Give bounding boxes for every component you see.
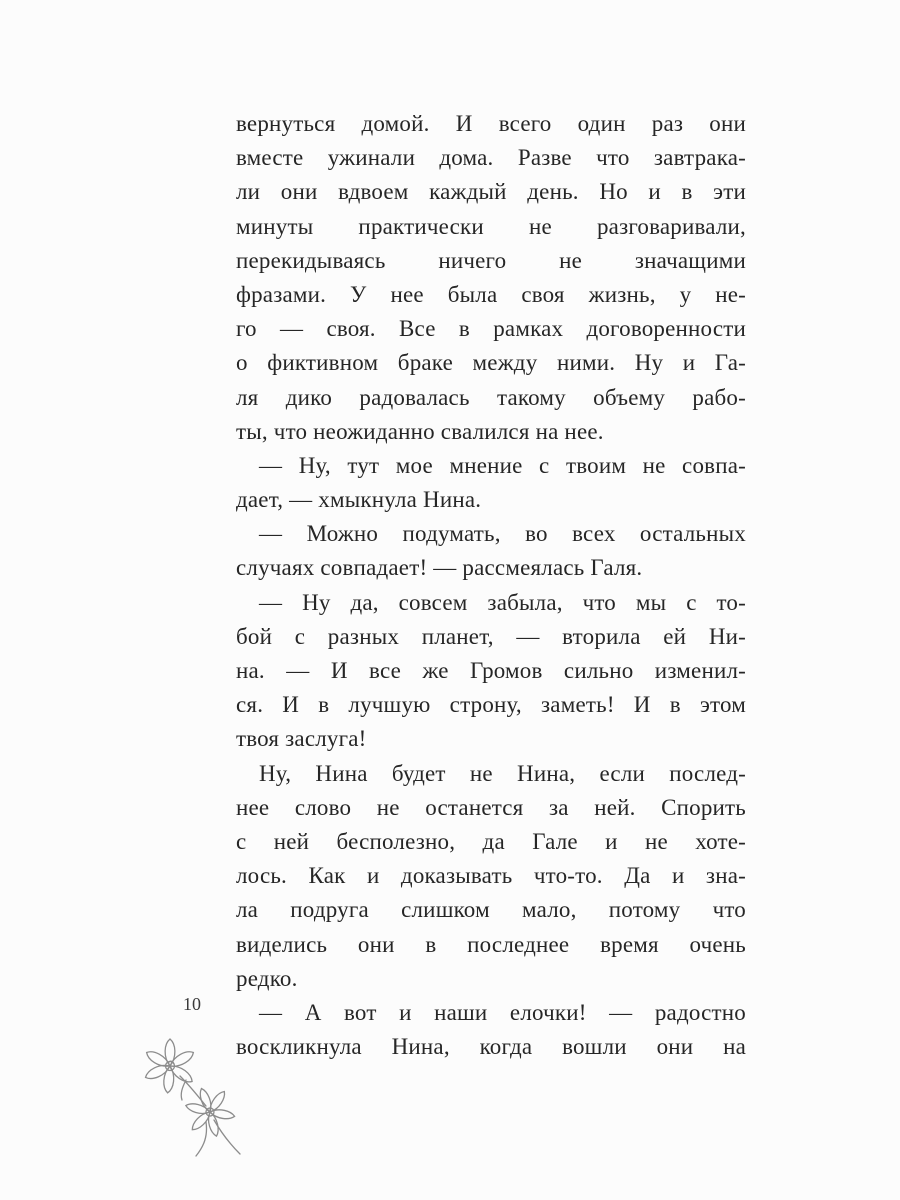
- page-number: 10: [183, 994, 201, 1014]
- text-line: ля дико радовалась такому объему рабо-: [236, 384, 746, 410]
- text-line: дает, — хмыкнула Нина.: [236, 487, 482, 513]
- text-line: го — своя. Все в рамках договоренности: [236, 316, 746, 342]
- flower-illustration-icon: [128, 1024, 262, 1158]
- text-line: с ней бесполезно, да Гале и не хоте-: [236, 828, 746, 854]
- text-line: воскликнула Нина, когда вошли они на: [236, 1034, 746, 1060]
- text-line: на. — И все же Громов сильно изменил-: [236, 658, 746, 683]
- text-line: лось. Как и доказывать что-то. Да и зна-: [236, 863, 746, 889]
- text-line: редко.: [236, 965, 298, 991]
- text-line: Ну, Нина будет не Нина, если послед-: [259, 760, 746, 786]
- text-line: вместе ужинали дома. Разве что завтрака-: [236, 145, 746, 171]
- text-line: случаях совпадает! — рассмеялась Галя.: [236, 555, 643, 581]
- text-line: — А вот и наши елочки! — радостно: [259, 999, 746, 1025]
- text-line: минуты практически не разговаривали,: [236, 213, 746, 239]
- text-line: — Ну да, совсем забыла, что мы с то-: [259, 589, 746, 615]
- text-line: — Ну, тут мое мнение с твоим не совпа-: [259, 452, 746, 478]
- text-line: ли они вдвоем каждый день. Но и в эти: [236, 179, 746, 205]
- text-line: фразами. У нее была своя жизнь, у не-: [236, 281, 746, 307]
- text-line: твоя заслуга!: [236, 726, 367, 752]
- body-text: [236, 107, 746, 1064]
- text-line: о фиктивном браке между ними. Ну и Га-: [236, 350, 746, 376]
- text-line: нее слово не останется за ней. Спорить: [236, 794, 746, 820]
- text-line: перекидываясь ничего не значащими: [236, 247, 746, 273]
- text-line: ла подруга слишком мало, потому что: [236, 897, 746, 923]
- text-line: ты, что неожиданно свалился на нее.: [236, 418, 604, 444]
- text-line: ся. И в лучшую строну, заметь! И в этом: [236, 692, 746, 718]
- text-line: виделись они в последнее время очень: [236, 931, 746, 957]
- text-line: — Можно подумать, во всех остальных: [259, 521, 746, 547]
- text-line: вернуться домой. И всего один раз они: [236, 111, 746, 136]
- text-line: бой с разных планет, — вторила ей Ни-: [236, 623, 746, 649]
